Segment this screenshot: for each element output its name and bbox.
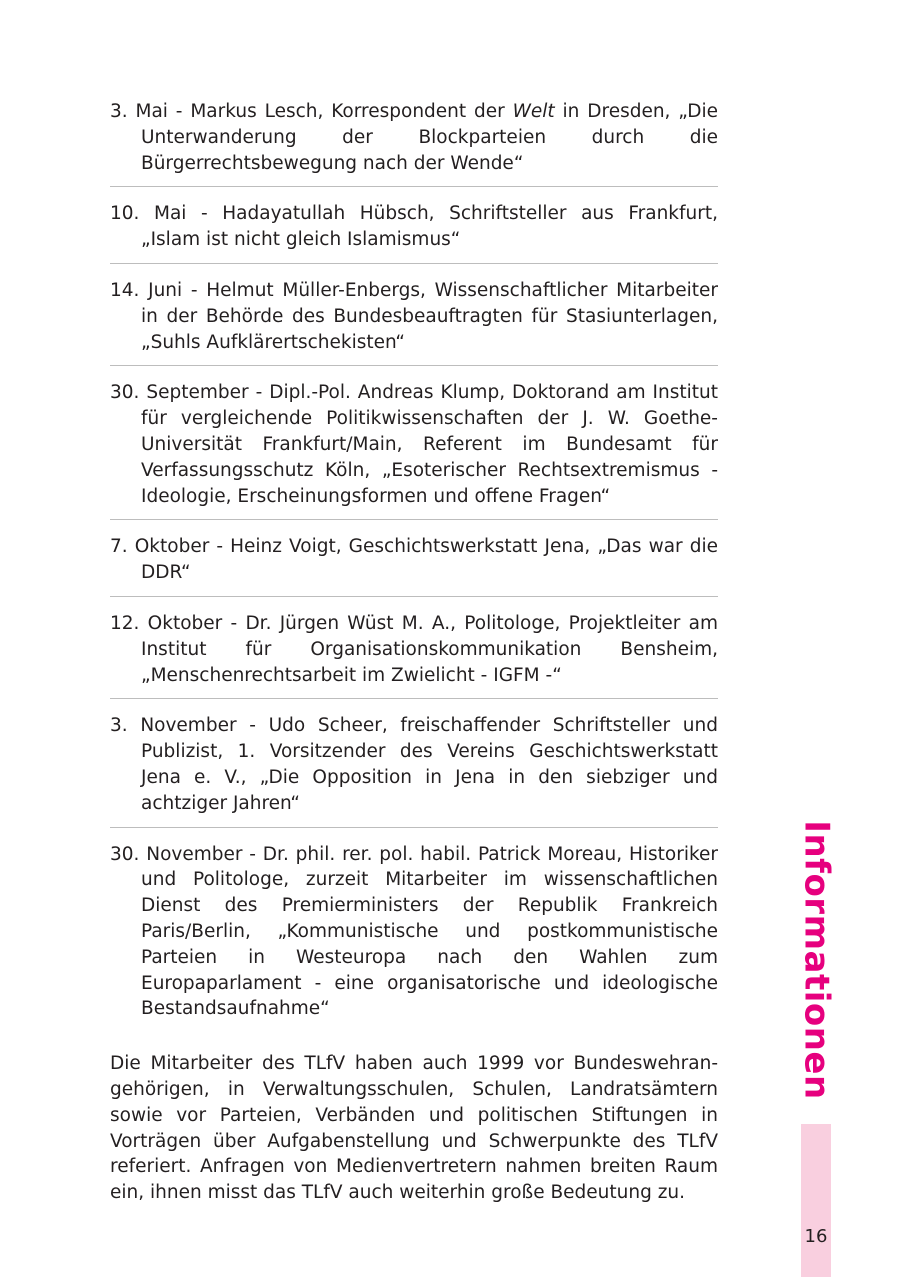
event-entry-september-30: 30. September - Dipl.-Pol. Andreas Klump, Doktorand am Institut für vergleichende Politikwissenschaften der J. W. Goethe-Universität Frankfurt/Main, Referent im Bundesamt für Verfassungsschutz Köln, „Esoterischer Rechtsextremismus - Ideologie, Erscheinungsformen und offene Fragen“ (110, 377, 718, 520)
summary-paragraph: Die Mitarbeiter des TLfV haben auch 1999 vor Bundeswehrangehörigen, in Verwaltungsschulen, Schulen, Landratsämtern sowie vor Parteien, Verbänden und politischen Stiftungen in Vorträgen über Aufgabenstellung und Schwerpunkte des TLfV referiert. Anfragen von Medienvertretern nahmen breiten Raum ein, ihnen misst das TLfV auch weiterhin große Bedeutung zu. (110, 1053, 718, 1204)
event-entry-november-3: 3. November - Udo Scheer, freischaffender Schriftsteller und Publizist, 1. Vorsitzender des Vereins Geschichtswerkstatt Jena e. V., „Die Opposition in Jena in den siebziger und achtziger Jahren“ (110, 710, 718, 827)
entry-text-suffix: in Dresden, „Die Unterwanderung der Blockparteien durch die Bürgerrechtsbewegung nach der Wende“ (141, 101, 718, 174)
event-entry-may-3 (110, 96, 718, 187)
event-entry-may-10: 10. Mai - Hadayatullah Hübsch, Schriftsteller aus Frankfurt, „Islam ist nicht gleich Islamismus“ (110, 198, 718, 264)
page-number: 16 (804, 1226, 828, 1247)
entry-text-prefix: 3. Mai - Markus Lesch, Korrespondent der (110, 101, 513, 122)
section-side-label (797, 820, 838, 1100)
event-entry-november-30: 30. November - Dr. phil. rer. pol. habil. Patrick Moreau, Historiker und Politologe, zurzeit Mitarbeiter im wissenschaftlichen Dienst des Premierministers der Republik Frankreich Paris/Berlin, „Kommunistische und postkommunistische Parteien in Westeuropa nach den Wahlen zum Europaparlament - eine organisatorische und ideologische Bestandsaufnahme“ (110, 843, 718, 1020)
newspaper-title: Welt (512, 101, 555, 122)
page-tab-marker (801, 1124, 831, 1277)
page-content (110, 96, 718, 1206)
event-entry-october-7: 7. Oktober - Heinz Voigt, Geschichtswerkstatt Jena, „Das war die DDR“ (110, 531, 718, 597)
section-label-text: Informationen (797, 820, 838, 1100)
event-entry-june-14: 14. Juni - Helmut Müller-Enbergs, Wissenschaftlicher Mitarbeiter in der Behörde des Bundesbeauftragten für Stasiunterlagen, „Suhls Aufklärertschekisten“ (110, 275, 718, 366)
event-entry-october-12: 12. Oktober - Dr. Jürgen Wüst M. A., Politologe, Projektleiter am Institut für Organisationskommunikation Bensheim, „Menschenrechtsarbeit im Zwielicht - IGFM -“ (110, 608, 718, 699)
